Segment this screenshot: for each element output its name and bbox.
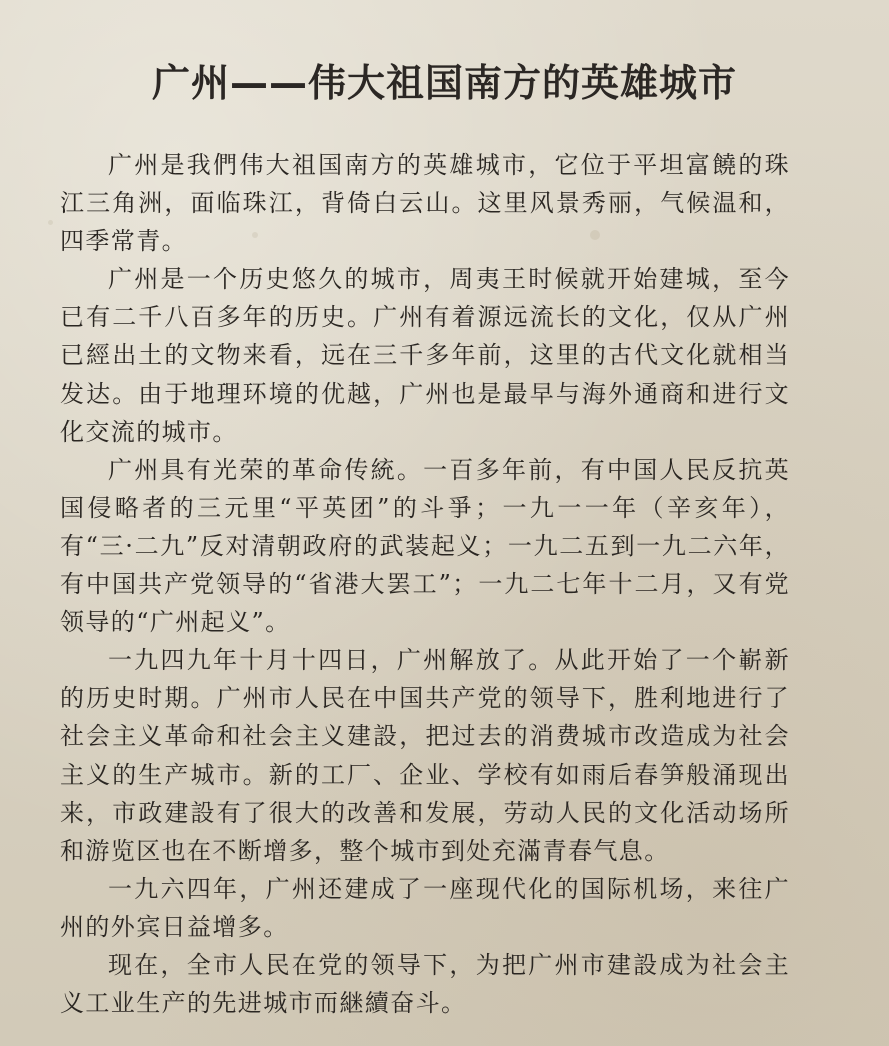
paragraph-2: 广州是一个历史悠久的城市，周夷王时候就开始建城，至今已有二千八百多年的历史。广州有着源远流长的文化，仅从广州已經出土的文物来看，远在三千多年前，这里的古代文化就相当发达。由于地理环境的优越，广州也是最早与海外通商和进行文化交流的城市。 xyxy=(60,265,790,446)
paper-stain xyxy=(48,220,53,225)
article-body xyxy=(60,146,790,1022)
paragraph-5: 一九六四年，广州还建成了一座现代化的国际机场，来往广州的外宾日益增多。 xyxy=(60,874,790,941)
paragraph-1: 广州是我們伟大祖国南方的英雄城市，它位于平坦富饒的珠江三角洲，面临珠江，背倚白云山。这里风景秀丽，气候温和，四季常青。 xyxy=(60,151,790,256)
paragraph-6: 现在，全市人民在党的领导下，为把广州市建設成为社会主义工业生产的先进城市而継續奋斗。 xyxy=(60,950,790,1018)
paragraph-3: 广州具有光荣的革命传統。一百多年前，有中国人民反抗英国侵略者的三元里“平英团”的斗爭；一九一一年（辛亥年），有“三·二九”反对清朝政府的武装起义；一九二五到一九二六年，有中国共产党领导的“省港大罢工”；一九二七年十二月，又有党领导的“广州起义”。 xyxy=(60,455,790,637)
page-title: 广州——伟大祖国南方的英雄城市 xyxy=(151,61,737,105)
paragraph-4: 一九四九年十月十四日，广州解放了。从此开始了一个嶄新的历史时期。广州市人民在中国共产党的领导下，胜利地进行了社会主义革命和社会主义建設，把过去的消费城市改造成为社会主义的生产城市。新的工厂、企业、学校有如雨后春笋般涌现出来，市政建設有了很大的改善和发展，劳动人民的文化活动场所和游览区也在不断增多，整个城市到处充滿青春气息。 xyxy=(60,646,790,865)
